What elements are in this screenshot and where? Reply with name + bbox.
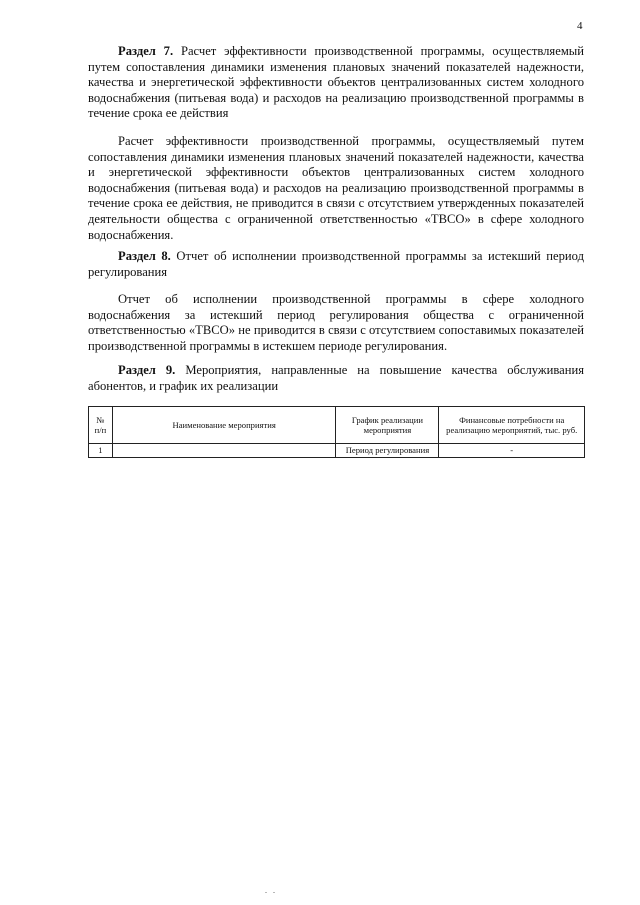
page-number: 4 xyxy=(577,20,583,32)
cell-finance: - xyxy=(439,444,585,458)
header-schedule: График реализации мероприятия xyxy=(336,407,439,444)
cell-name xyxy=(112,444,336,458)
section8-label: Раздел 8. xyxy=(118,249,171,263)
bottom-mark: . . xyxy=(265,886,277,895)
section9-title: Мероприятия, направленные на повышение качества обслуживания абонентов, и график их реализации xyxy=(88,363,584,393)
cell-num: 1 xyxy=(89,444,113,458)
section8-heading xyxy=(88,249,584,280)
header-num: № п/п xyxy=(89,407,113,444)
measures-table xyxy=(88,406,585,458)
section7-label: Раздел 7. xyxy=(118,44,174,58)
table-row xyxy=(89,444,585,458)
section8-title: Отчет об исполнении производственной программы за истекший период регулирования xyxy=(88,249,585,279)
header-finance: Финансовые потребности на реализацию мероприятий, тыс. руб. xyxy=(439,407,585,444)
section7-body: Расчет эффективности производственной программы, осуществляемый путем сопоставления динамики изменения плановых значений показателей надежности, качества и энергетической эффективности объектов централизованных систем холодного водоснабжения (питьевая вода) и расходов на реализацию производственной программы в течение срока ее действия, не приводится в связи с отсутствием утвержденных показателей деятельности общества с ограниченной ответственностью «ТВСО» в сфере холодного водоснабжения. xyxy=(88,134,584,242)
table-header-row xyxy=(89,407,585,444)
section7-heading xyxy=(88,44,584,122)
section9-heading xyxy=(88,363,584,394)
section7-title: Расчет эффективности производственной программы, осуществляемый путем сопоставления динамики изменения плановых значений показателей надежности, качества и энергетической эффективности объектов централизованных систем холодного водоснабжения (питьевая вода) и расходов на реализацию производственной программы в течение срока ее действия xyxy=(88,44,584,121)
cell-schedule: Период регулирования xyxy=(336,444,439,458)
header-name: Наименование мероприятия xyxy=(112,407,336,444)
section8-body: Отчет об исполнении производственной программы в сфере холодного водоснабжения за истекший период регулирования общества с ограниченной ответственностью «ТВСО» не приводится в связи с отсутствием сопоставимых показателей производственной программы в истекшем периоде регулирования. xyxy=(88,292,584,353)
section9-label: Раздел 9. xyxy=(118,363,176,377)
